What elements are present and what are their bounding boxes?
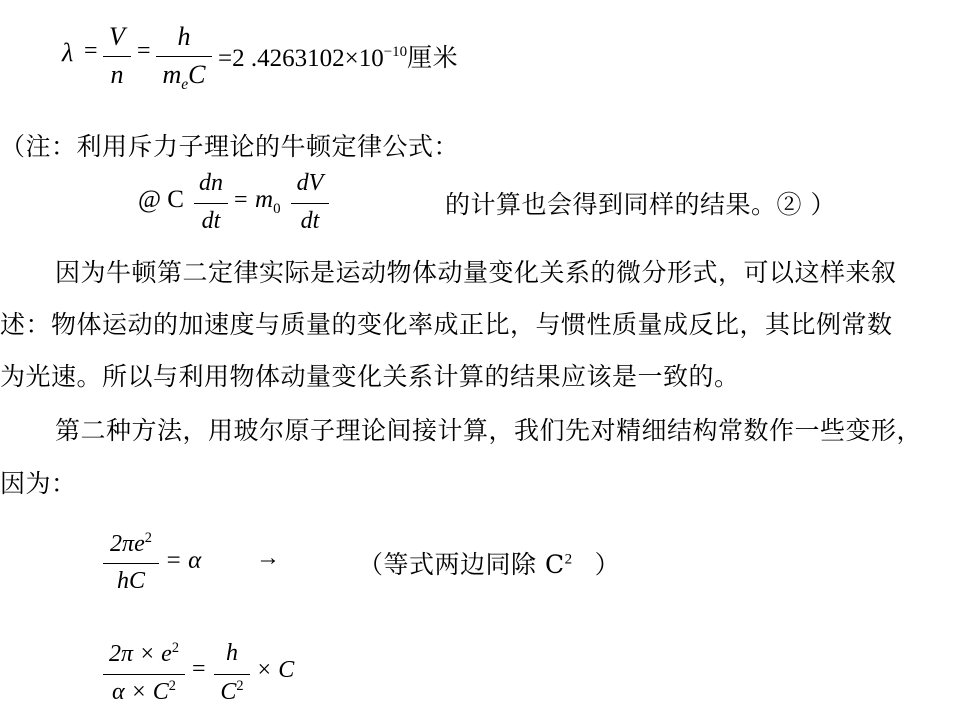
fraction-2pie2-over-hc <box>103 530 159 600</box>
equals-alpha: = α <box>165 547 202 574</box>
numerator-exponent: 2 <box>144 530 152 546</box>
numerator: h <box>177 22 191 51</box>
comment-exponent: 2 <box>564 551 573 568</box>
m0-term <box>255 186 281 218</box>
denominator <box>103 678 185 706</box>
denominator: dt <box>201 208 221 234</box>
fraction-dv-over-dt <box>291 170 329 240</box>
paragraph-1-line-1: 因为牛顿第二定律实际是运动物体动量变化关系的微分形式，可以这样来叙 <box>55 258 897 287</box>
times-c: × C <box>256 657 295 683</box>
m-symbol: m <box>162 60 182 89</box>
fraction-v-over-n <box>103 22 131 92</box>
result-exponent: −10 <box>383 44 408 60</box>
denominator: hC <box>116 568 145 594</box>
fraction-bar <box>103 563 159 564</box>
arrow-symbol: → <box>256 545 280 571</box>
equals-sign: = <box>192 656 206 682</box>
numerator-text: 2π × e <box>108 641 172 667</box>
result-value <box>218 38 458 74</box>
comment-close: ） <box>594 550 621 579</box>
numerator-exponent: 2 <box>171 640 180 656</box>
paragraph-1-line-3: 为光速。所以与利用物体动量变化关系计算的结果应该是一致的。 <box>0 362 740 391</box>
denominator-text: α × C <box>111 679 169 705</box>
at-c-text: @ C <box>138 186 184 213</box>
divide-comment <box>358 545 620 581</box>
denominator-exponent: 2 <box>168 678 176 694</box>
m-symbol: m <box>255 186 274 213</box>
denominator <box>156 60 212 94</box>
fraction-bar <box>103 56 131 57</box>
numerator: V <box>109 22 125 51</box>
lambda-symbol: λ <box>62 38 74 67</box>
numerator-text: 2πe <box>110 531 145 557</box>
unit-label: 厘米 <box>407 43 459 72</box>
c-exponent: 2 <box>236 678 244 694</box>
fraction-dn-over-dt <box>194 170 228 240</box>
equals-sign: = <box>84 38 98 64</box>
paragraph-2-line-2: 因为： <box>0 469 77 498</box>
fraction-bar <box>291 203 329 204</box>
fraction-bar <box>156 56 212 57</box>
denominator: n <box>110 60 124 89</box>
denominator: dt <box>300 208 320 234</box>
fraction-bar <box>214 674 250 675</box>
numerator: h <box>226 640 238 666</box>
numerator: dn <box>199 170 223 196</box>
comment-text: （等式两边同除 C <box>358 550 565 579</box>
fraction-2pie2-over-alphac2 <box>103 640 185 712</box>
paragraph-1-line-2: 述：物体运动的加速度与质量的变化率成正比，与惯性质量成反比，其比例常数 <box>0 310 893 339</box>
note-tail: 的计算也会得到同样的结果。② ） <box>445 190 836 219</box>
c-symbol: C <box>220 679 237 705</box>
equals-sign: = <box>137 38 151 64</box>
paragraph-2-line-1: 第二种方法，用玻尔原子理论间接计算，我们先对精细结构常数作一些变形， <box>55 416 923 445</box>
fraction-h-over-mec <box>156 22 212 92</box>
numerator <box>103 640 185 668</box>
numerator <box>103 530 159 558</box>
fraction-h-over-c2 <box>214 640 250 712</box>
numerator: dV <box>296 170 324 196</box>
note-intro: （注：利用斥力子理论的牛顿定律公式： <box>0 132 460 161</box>
at-c-term <box>138 186 184 214</box>
denominator <box>214 678 250 706</box>
fraction-bar <box>194 203 228 204</box>
result-number: =2 .4263102×10 <box>218 45 384 72</box>
e-subscript: e <box>181 76 189 94</box>
zero-subscript: 0 <box>273 201 281 217</box>
fraction-bar <box>103 674 185 675</box>
equals-sign: = <box>234 187 248 213</box>
c-symbol: C <box>188 60 206 89</box>
